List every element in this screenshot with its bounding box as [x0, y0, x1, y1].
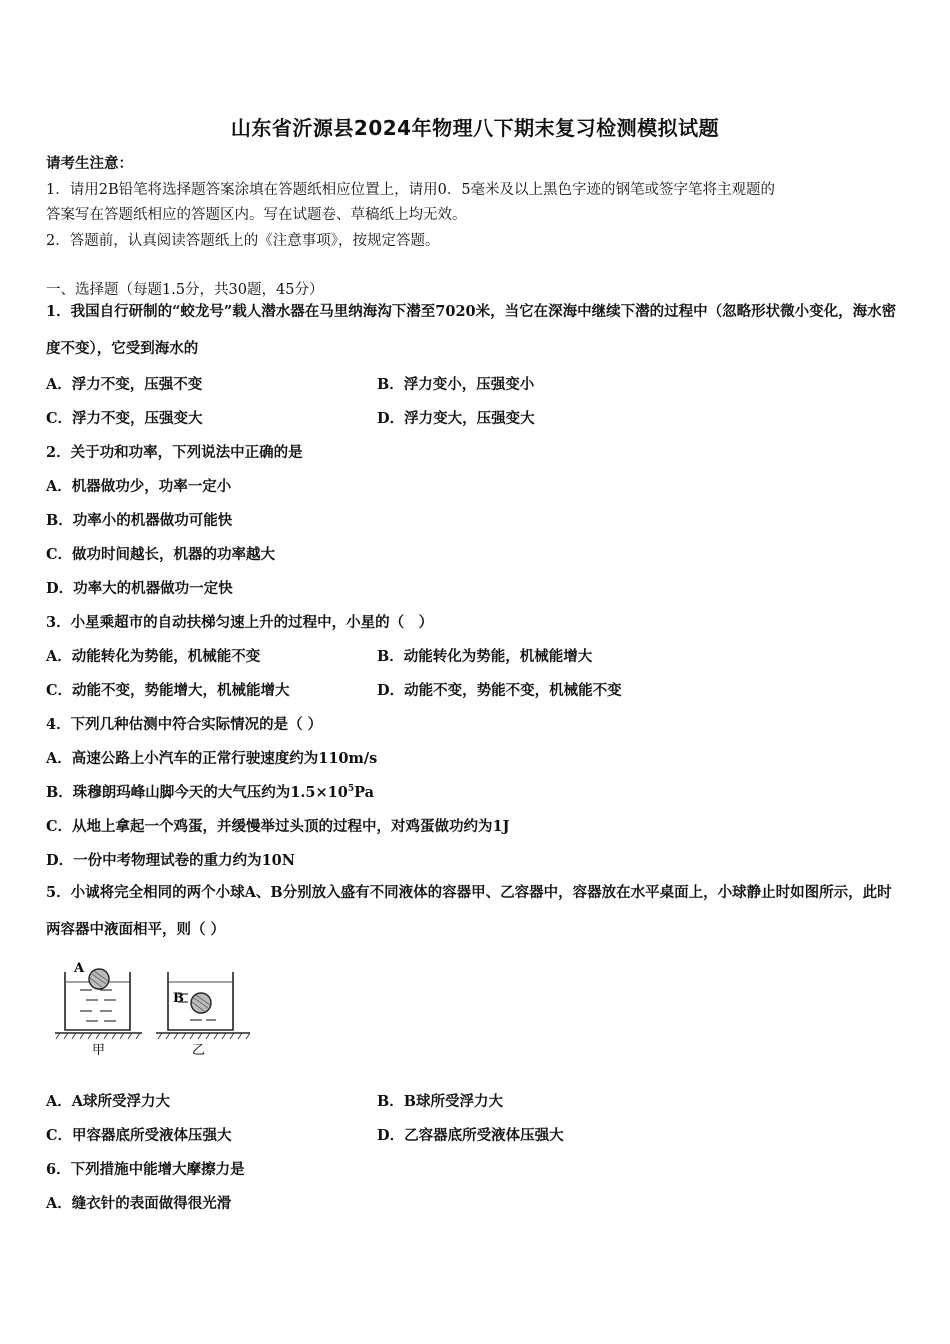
question-6-option-a: A．缝衣针的表面做得很光滑 [46, 1195, 232, 1212]
notice-item-1-line-1: 1．请用2B铅笔将选择题答案涂填在答题纸相应位置上，请用0．5毫米及以上黑色字迹的钢笔或签字笔将主观题的 [46, 182, 776, 198]
question-3-stem: 3．小星乘超市的自动扶梯匀速上升的过程中，小星的（ ） [46, 614, 434, 631]
question-2-option-d: D．功率大的机器做功一定快 [46, 580, 233, 597]
ball-a-label: A [74, 961, 85, 976]
question-5-option-b: B．B球所受浮力大 [377, 1093, 504, 1110]
question-3-option-d: D．动能不变，势能不变，机械能不变 [377, 682, 622, 699]
page-title: 山东省沂源县2024年物理八下期末复习检测模拟试题 [230, 116, 720, 140]
notice-item-1-line-2: 答案写在答题纸相应的答题区内。写在试题卷、草稿纸上均无效。 [46, 207, 467, 223]
question-4-option-b [46, 781, 374, 802]
question-2-stem: 2．关于功和功率，下列说法中正确的是 [46, 444, 303, 461]
question-3-option-a: A．动能转化为势能，机械能不变 [46, 648, 261, 665]
question-3-option-c: C．动能不变，势能增大，机械能增大 [46, 682, 290, 699]
question-2-option-a: A．机器做功少，功率一定小 [46, 478, 232, 495]
question-1-option-a: A．浮力不变，压强不变 [46, 376, 203, 393]
question-4-option-a: A．高速公路上小汽车的正常行驶速度约为110m/s [46, 750, 378, 767]
container-jia [55, 961, 142, 1058]
question-3-option-b: B．动能转化为势能，机械能增大 [377, 648, 593, 665]
question-4-option-d: D．一份中考物理试卷的重力约为10N [46, 852, 296, 869]
ball-b-label: B [173, 991, 184, 1006]
question-5-option-c: C．甲容器底所受液体压强大 [46, 1127, 232, 1144]
question-1-option-c: C．浮力不变，压强变大 [46, 410, 203, 427]
question-5-figure [50, 958, 260, 1063]
question-5-stem: 5．小诚将完全相同的两个小球A、B分别放入盛有不同液体的容器甲、乙容器中，容器放在水平桌面上，小球静止时如图所示，此时两容器中液面相平，则（ ） [46, 884, 892, 938]
notice-heading: 请考生注意： [46, 155, 133, 172]
question-5-option-d: D．乙容器底所受液体压强大 [377, 1127, 564, 1144]
question-4-option-b-text: B．珠穆朗玛峰山脚今天的大气压约为1.5×10 [46, 784, 348, 801]
question-4-option-b-unit: Pa [354, 784, 374, 801]
question-4-option-c: C．从地上拿起一个鸡蛋，并缓慢举过头顶的过程中，对鸡蛋做功约为1J [46, 818, 510, 835]
section-heading: 一、选择题（每题1.5分，共30题，45分） [46, 282, 324, 298]
question-4-option-b-exponent: 5 [347, 784, 355, 795]
question-4-stem: 4．下列几种估测中符合实际情况的是（ ） [46, 716, 323, 733]
question-2-option-c: C．做功时间越长，机器的功率越大 [46, 546, 276, 563]
question-1-option-d: D．浮力变大，压强变大 [377, 410, 535, 427]
question-6-stem: 6．下列措施中能增大摩擦力是 [46, 1161, 245, 1178]
question-5-option-a: A．A球所受浮力大 [46, 1093, 170, 1110]
question-1-option-b: B．浮力变小，压强变小 [377, 376, 535, 393]
notice-item-2: 2．答题前，认真阅读答题纸上的《注意事项》，按规定答题。 [46, 233, 440, 249]
question-1-stem: 1．我国自行研制的“蛟龙号”载人潜水器在马里纳海沟下潜至7020米，当它在深海中继续下潜的过程中（忽略形状微小变化，海水密度不变），它受到海水的 [46, 303, 897, 357]
caption-yi: 乙 [192, 1043, 206, 1058]
caption-jia: 甲 [92, 1043, 106, 1058]
question-2-option-b: B．功率小的机器做功可能快 [46, 512, 233, 529]
container-yi [156, 972, 250, 1058]
